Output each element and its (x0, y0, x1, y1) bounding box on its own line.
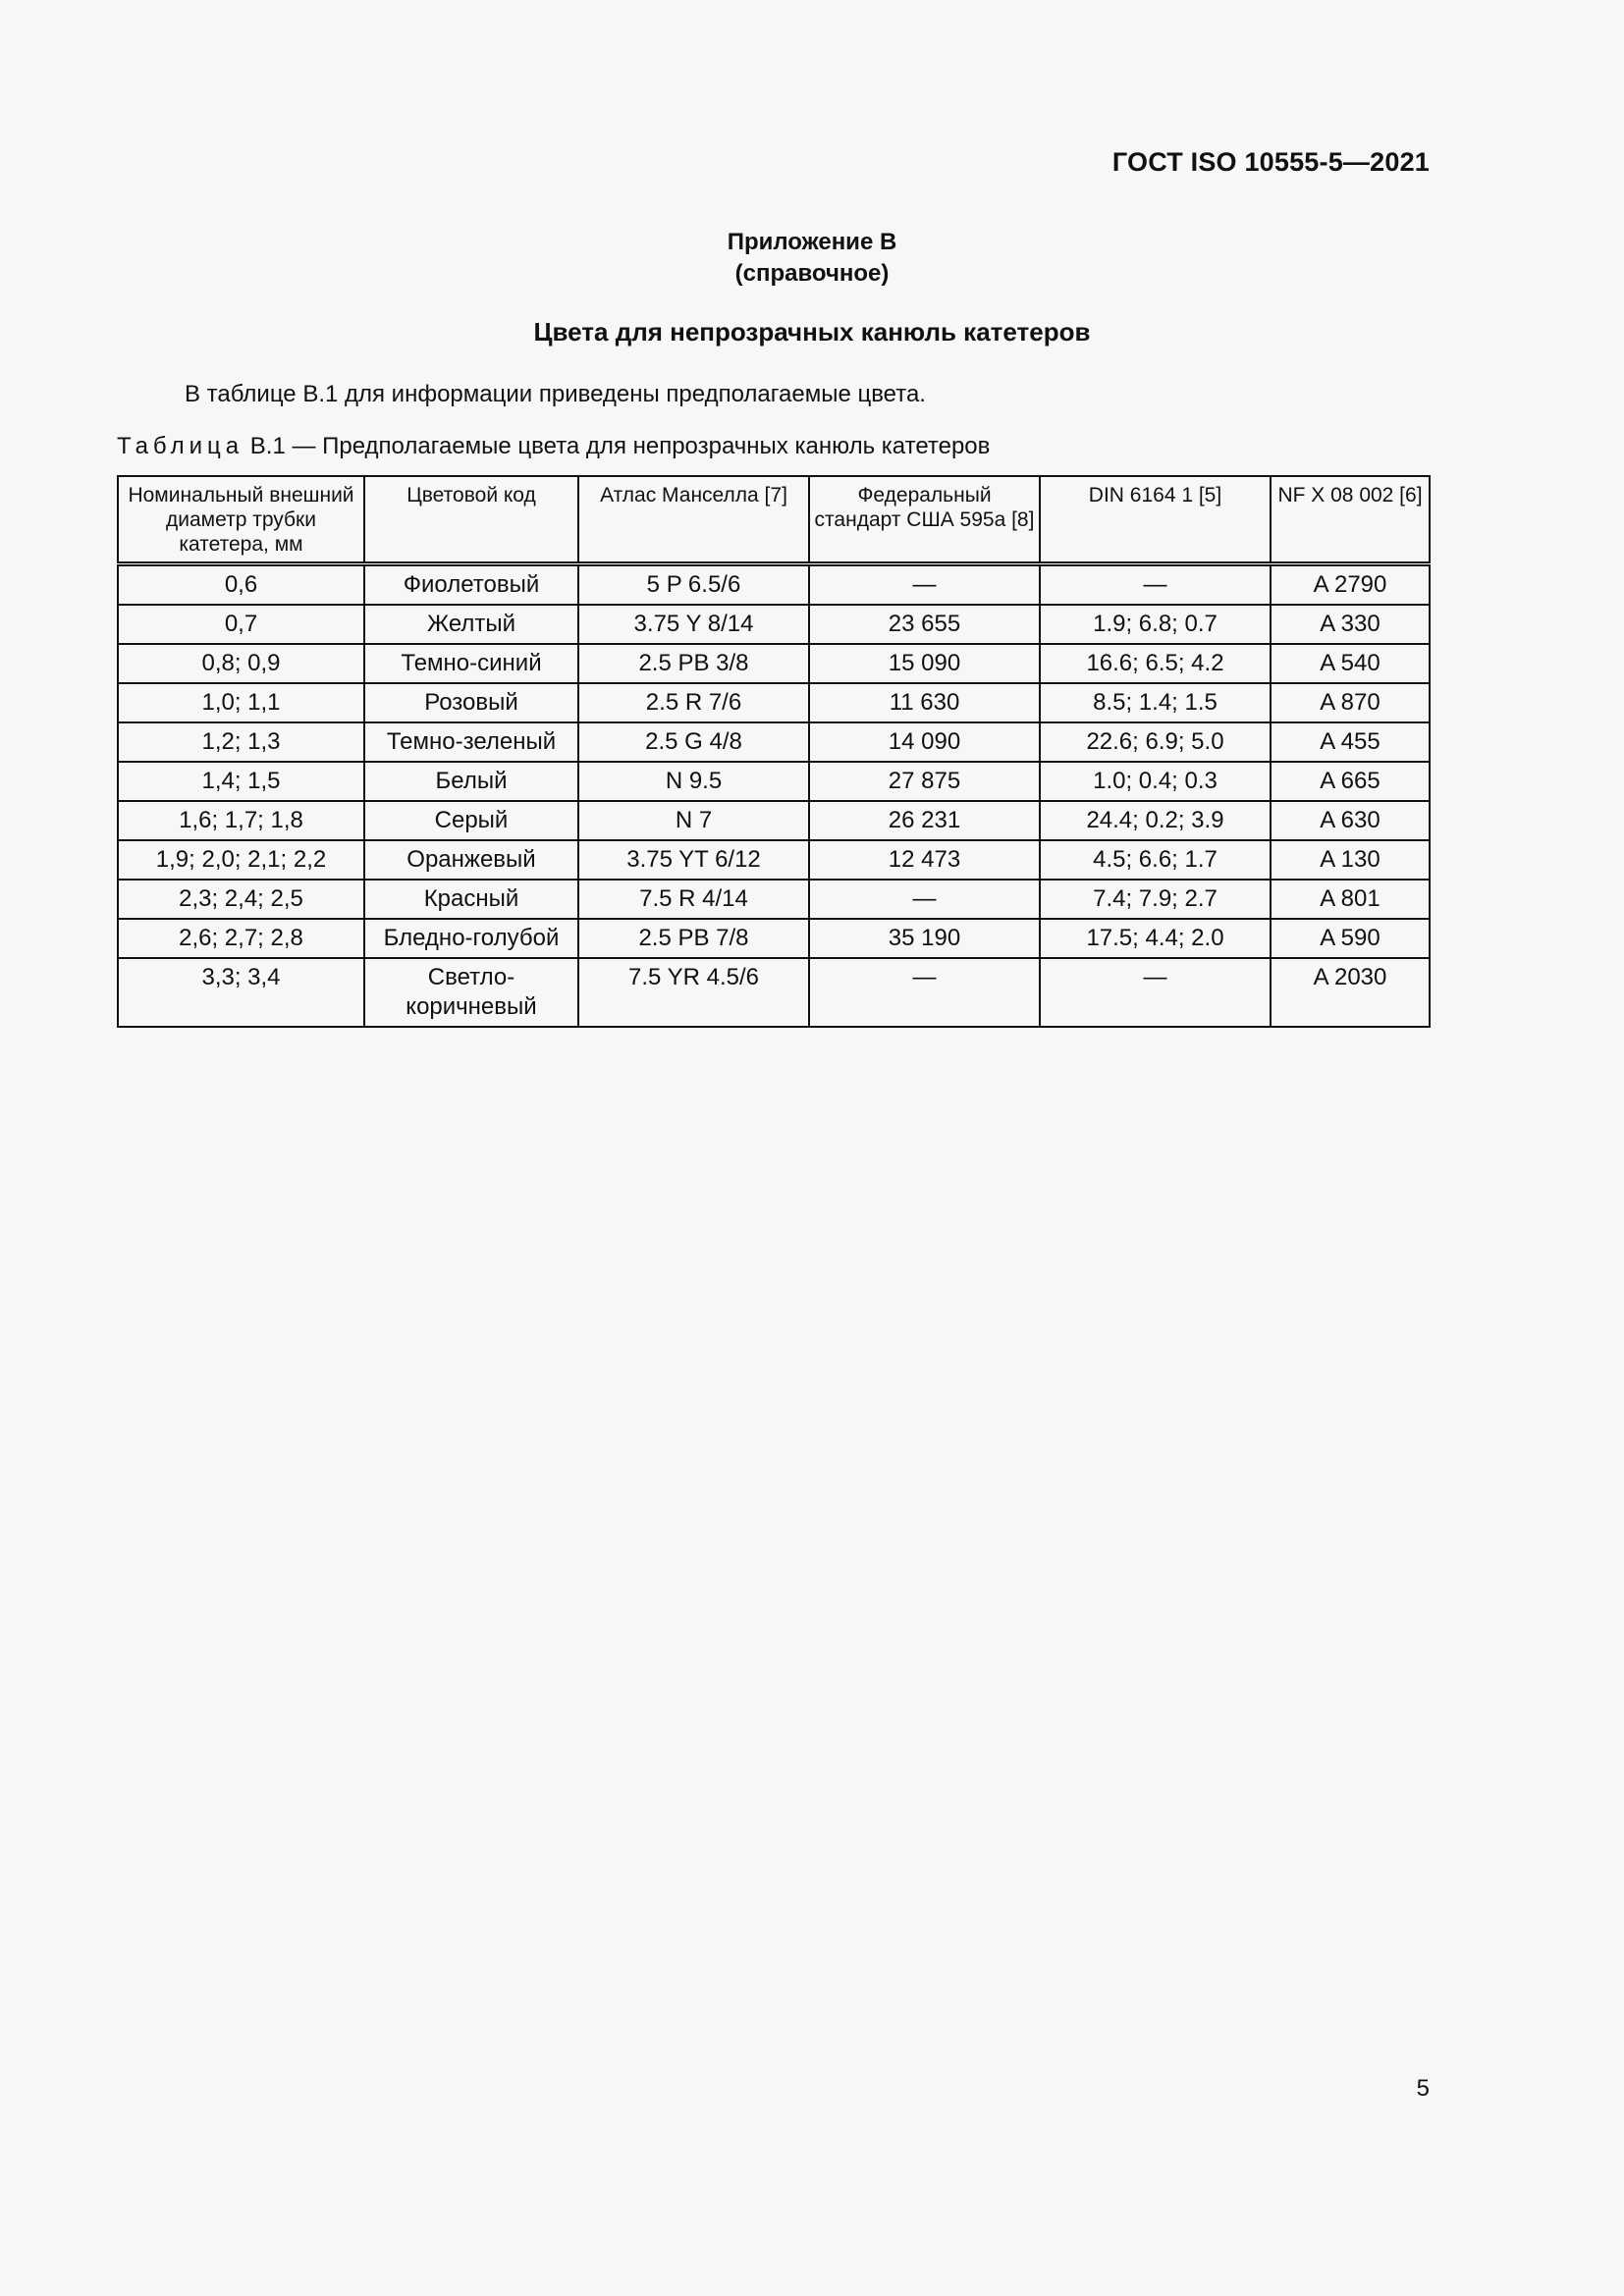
cell-din: 7.4; 7.9; 2.7 (1040, 880, 1271, 919)
cell-munsell: N 9.5 (578, 762, 809, 801)
page-number: 5 (1416, 2075, 1430, 2102)
cell-nfx: A 330 (1271, 605, 1430, 644)
cell-munsell: 3.75 YT 6/12 (578, 840, 809, 880)
cell-nfx: A 801 (1271, 880, 1430, 919)
cell-din: 24.4; 0.2; 3.9 (1040, 801, 1271, 840)
cell-munsell: 2.5 PB 7/8 (578, 919, 809, 958)
cell-munsell: 7.5 YR 4.5/6 (578, 958, 809, 1027)
cell-color-code: Желтый (364, 605, 578, 644)
cell-munsell: 2.5 R 7/6 (578, 683, 809, 722)
cell-diameter: 0,8; 0,9 (118, 644, 364, 683)
cell-fed-std: 11 630 (809, 683, 1040, 722)
cell-diameter: 1,4; 1,5 (118, 762, 364, 801)
cell-fed-std: — (809, 564, 1040, 606)
appendix-title: Приложение В (727, 229, 897, 255)
cell-color-code: Оранжевый (364, 840, 578, 880)
cell-color-code: Темно-зеленый (364, 722, 578, 762)
cell-fed-std: 35 190 (809, 919, 1040, 958)
cell-color-code: Белый (364, 762, 578, 801)
cell-din: 16.6; 6.5; 4.2 (1040, 644, 1271, 683)
cell-fed-std: — (809, 958, 1040, 1027)
cell-color-code: Фиолетовый (364, 564, 578, 606)
cell-nfx: A 2030 (1271, 958, 1430, 1027)
table-row (118, 958, 1430, 1027)
cell-din: — (1040, 958, 1271, 1027)
cell-color-code: Красный (364, 880, 578, 919)
cell-din: 22.6; 6.9; 5.0 (1040, 722, 1271, 762)
cell-din: — (1040, 564, 1271, 606)
cell-color-code: Темно-синий (364, 644, 578, 683)
cell-munsell: 2.5 G 4/8 (578, 722, 809, 762)
cell-fed-std: 15 090 (809, 644, 1040, 683)
cell-color-code: Светло-коричневый (364, 958, 578, 1027)
appendix-heading (0, 227, 1624, 290)
cell-din: 4.5; 6.6; 1.7 (1040, 840, 1271, 880)
table-row (118, 605, 1430, 644)
cell-fed-std: — (809, 880, 1040, 919)
cell-din: 8.5; 1.4; 1.5 (1040, 683, 1271, 722)
cell-din: 17.5; 4.4; 2.0 (1040, 919, 1271, 958)
table-row (118, 801, 1430, 840)
table-body (118, 564, 1430, 1028)
cell-nfx: A 630 (1271, 801, 1430, 840)
cell-nfx: A 590 (1271, 919, 1430, 958)
table-row (118, 683, 1430, 722)
cell-munsell: 2.5 PB 3/8 (578, 644, 809, 683)
cell-fed-std: 27 875 (809, 762, 1040, 801)
column-header-fed-std: Федеральный стандарт США 595a [8] (809, 476, 1040, 564)
cell-diameter: 1,9; 2,0; 2,1; 2,2 (118, 840, 364, 880)
cell-nfx: A 540 (1271, 644, 1430, 683)
cell-din: 1.9; 6.8; 0.7 (1040, 605, 1271, 644)
cell-nfx: A 455 (1271, 722, 1430, 762)
cell-din: 1.0; 0.4; 0.3 (1040, 762, 1271, 801)
table-caption (117, 433, 990, 460)
cell-nfx: A 665 (1271, 762, 1430, 801)
table-row (118, 564, 1430, 606)
table-row (118, 722, 1430, 762)
cell-diameter: 2,6; 2,7; 2,8 (118, 919, 364, 958)
table-row (118, 880, 1430, 919)
cell-fed-std: 26 231 (809, 801, 1040, 840)
column-header-munsell: Атлас Манселла [7] (578, 476, 809, 564)
cell-diameter: 0,6 (118, 564, 364, 606)
column-header-color-code: Цветовой код (364, 476, 578, 564)
cell-color-code: Бледно-голубой (364, 919, 578, 958)
cell-munsell: 5 P 6.5/6 (578, 564, 809, 606)
cell-munsell: 7.5 R 4/14 (578, 880, 809, 919)
catheter-colors-table (117, 475, 1431, 1028)
column-header-din: DIN 6164 1 [5] (1040, 476, 1271, 564)
cell-color-code: Серый (364, 801, 578, 840)
table-caption-text: В.1 — Предполагаемые цвета для непрозрачных канюль катетеров (244, 433, 991, 459)
cell-fed-std: 23 655 (809, 605, 1040, 644)
cell-diameter: 2,3; 2,4; 2,5 (118, 880, 364, 919)
cell-nfx: A 130 (1271, 840, 1430, 880)
table-row (118, 840, 1430, 880)
appendix-subtitle: (справочное) (734, 260, 890, 287)
cell-diameter: 0,7 (118, 605, 364, 644)
table-header-row (118, 476, 1430, 564)
table-caption-prefix: Таблица (117, 433, 244, 459)
table-row (118, 762, 1430, 801)
column-header-diameter: Номинальный внешний диаметр трубки катетера, мм (118, 476, 364, 564)
section-title: Цвета для непрозрачных канюль катетеров (533, 317, 1091, 347)
table-row (118, 644, 1430, 683)
cell-fed-std: 12 473 (809, 840, 1040, 880)
cell-munsell: N 7 (578, 801, 809, 840)
cell-munsell: 3.75 Y 8/14 (578, 605, 809, 644)
cell-diameter: 1,6; 1,7; 1,8 (118, 801, 364, 840)
table-row (118, 919, 1430, 958)
cell-nfx: A 870 (1271, 683, 1430, 722)
cell-diameter: 1,2; 1,3 (118, 722, 364, 762)
cell-fed-std: 14 090 (809, 722, 1040, 762)
cell-diameter: 3,3; 3,4 (118, 958, 364, 1027)
column-header-nfx: NF X 08 002 [6] (1271, 476, 1430, 564)
intro-paragraph: В таблице В.1 для информации приведены предполагаемые цвета. (185, 381, 926, 407)
cell-color-code: Розовый (364, 683, 578, 722)
cell-nfx: A 2790 (1271, 564, 1430, 606)
document-id: ГОСТ ISO 10555-5—2021 (1111, 147, 1430, 177)
cell-diameter: 1,0; 1,1 (118, 683, 364, 722)
